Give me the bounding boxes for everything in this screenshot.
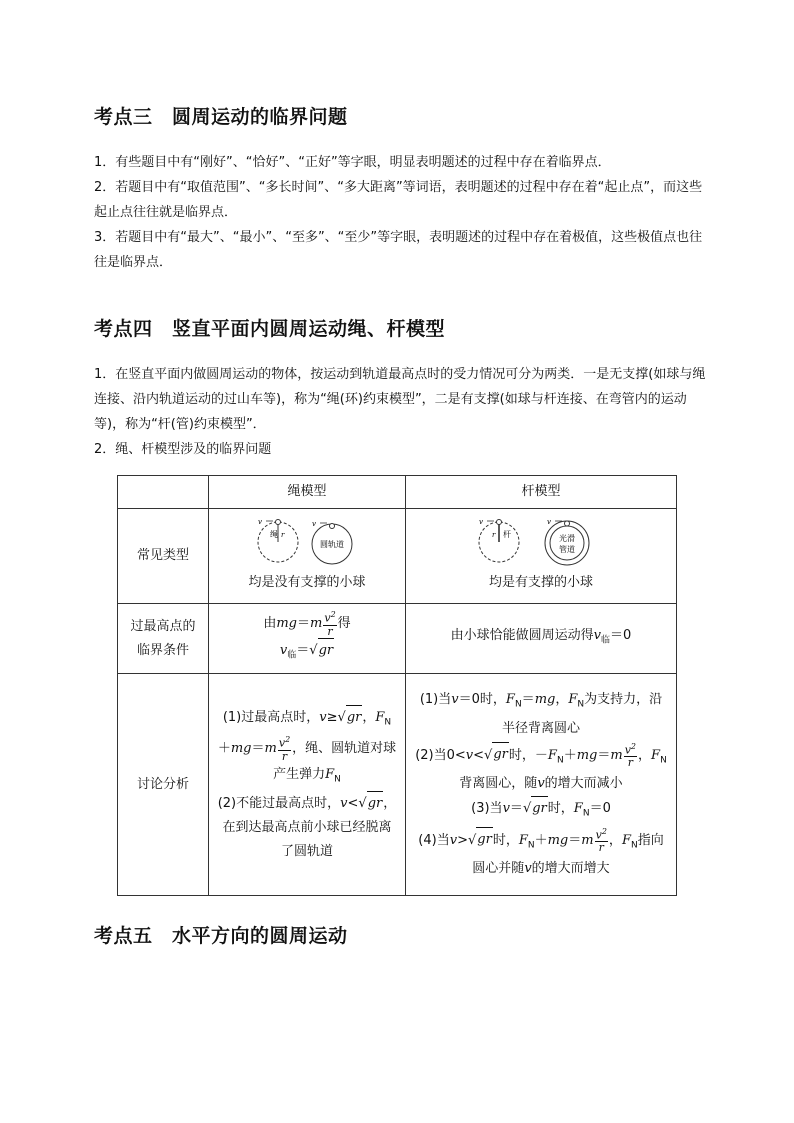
rod-diagram-cell: [406, 509, 677, 604]
table-row-common-types: [118, 509, 677, 604]
rope-discussion: (1)过最高点时，v≥√gr，$F_N+mg=m$ $\frac{v^2}{r}$ ，绳、圆轨道对球产生弹力$F_N$ (2)不能过最高点时，v<√gr，在到达最高点前小球已经脱离了圆轨道: [209, 674, 406, 896]
svg-text:v: v: [312, 520, 316, 528]
row-label-critical-condition: 过最高点的 临界条件: [118, 604, 209, 674]
rope-caption: 均是没有支撑的小球: [248, 575, 366, 590]
section3-body: [94, 150, 706, 275]
section3-title: 考点三 圆周运动的临界问题: [94, 106, 348, 128]
header-blank-cell: [118, 476, 209, 509]
svg-text:杆: 杆: [503, 530, 511, 539]
section4-item-2: 2．绳、杆模型涉及的临界问题: [94, 442, 272, 457]
svg-text:v: v: [547, 518, 551, 526]
svg-text:光滑: 光滑: [559, 534, 575, 543]
svg-text:绳: 绳: [270, 530, 278, 539]
rod-caption: 均是有支撑的小球: [488, 575, 593, 590]
rod-pipe-diagram: [471, 517, 611, 567]
section3-item-1: 1．有些题目中有“刚好”、“恰好”、“正好”等字眼，明显表明题述的过程中存在着临界点．: [94, 155, 611, 170]
svg-text:r: r: [492, 531, 496, 539]
table-row-critical-condition: [118, 604, 677, 674]
svg-text:v: v: [479, 518, 483, 526]
svg-text:圆轨道: 圆轨道: [320, 540, 344, 549]
row-label-discussion: 讨论分析: [118, 674, 209, 896]
table-row-discussion: [118, 674, 677, 896]
header-rod-model: 杆模型: [406, 476, 677, 509]
rod-discussion: (1)当v＝0时，$F_N=mg$，$F_N$为支持力，沿半径背离圆心 (2)当0<v<√gr时，$-F_N+mg=m$ $\frac{v^2}{r}$ ，$F_N$背离圆心，随v的增大而减小 (3)当v＝√gr时，$F_N=0$ (4)当v>√gr时，$F_N+mg=m$ $\frac{v^2}{r}$ ，$F_N$指向圆心并随v的增大而增大: [406, 674, 677, 896]
svg-text:管道: 管道: [559, 545, 575, 554]
section4-title: 考点四 竖直平面内圆周运动绳、杆模型: [94, 318, 446, 340]
section4-body: [94, 362, 706, 462]
section3-item-2: 2．若题目中有“取值范围”、“多长时间”、“多大距离”等词语，表明题述的过程中存在着“起止点”，而这些起止点往往就是临界点．: [94, 180, 703, 220]
row-label-common-types: 常见类型: [118, 509, 209, 604]
rope-critical-condition: 由mg＝m $\frac{v^2}{r}$ 得 $v_临=√gr$: [209, 604, 406, 674]
section3-item-3: 3．若题目中有“最大”、“最小”、“至多”、“至少”等字眼，表明题述的过程中存在着极值，这些极值点也往往是临界点．: [94, 230, 703, 270]
svg-text:v: v: [258, 518, 262, 526]
rope-track-diagram: [252, 517, 362, 567]
section4-item-1: 1．在竖直平面内做圆周运动的物体，按运动到轨道最高点时的受力情况可分为两类．一是无支撑(如球与绳连接、沿内轨道运动的过山车等)，称为“绳(环)约束模型”，二是有支撑(如球与杆连接、在弯管内的运动等)，称为“杆(管)约束模型”．: [94, 367, 706, 432]
section5-title: 考点五 水平方向的圆周运动: [94, 925, 348, 947]
header-rope-model: 绳模型: [209, 476, 406, 509]
table-header-row: [118, 476, 677, 509]
rope-diagram-cell: [209, 509, 406, 604]
critical-conditions-table: [117, 475, 677, 896]
svg-text:r: r: [281, 531, 285, 539]
rod-critical-condition: 由小球恰能做圆周运动得$v_临=0$: [406, 604, 677, 674]
